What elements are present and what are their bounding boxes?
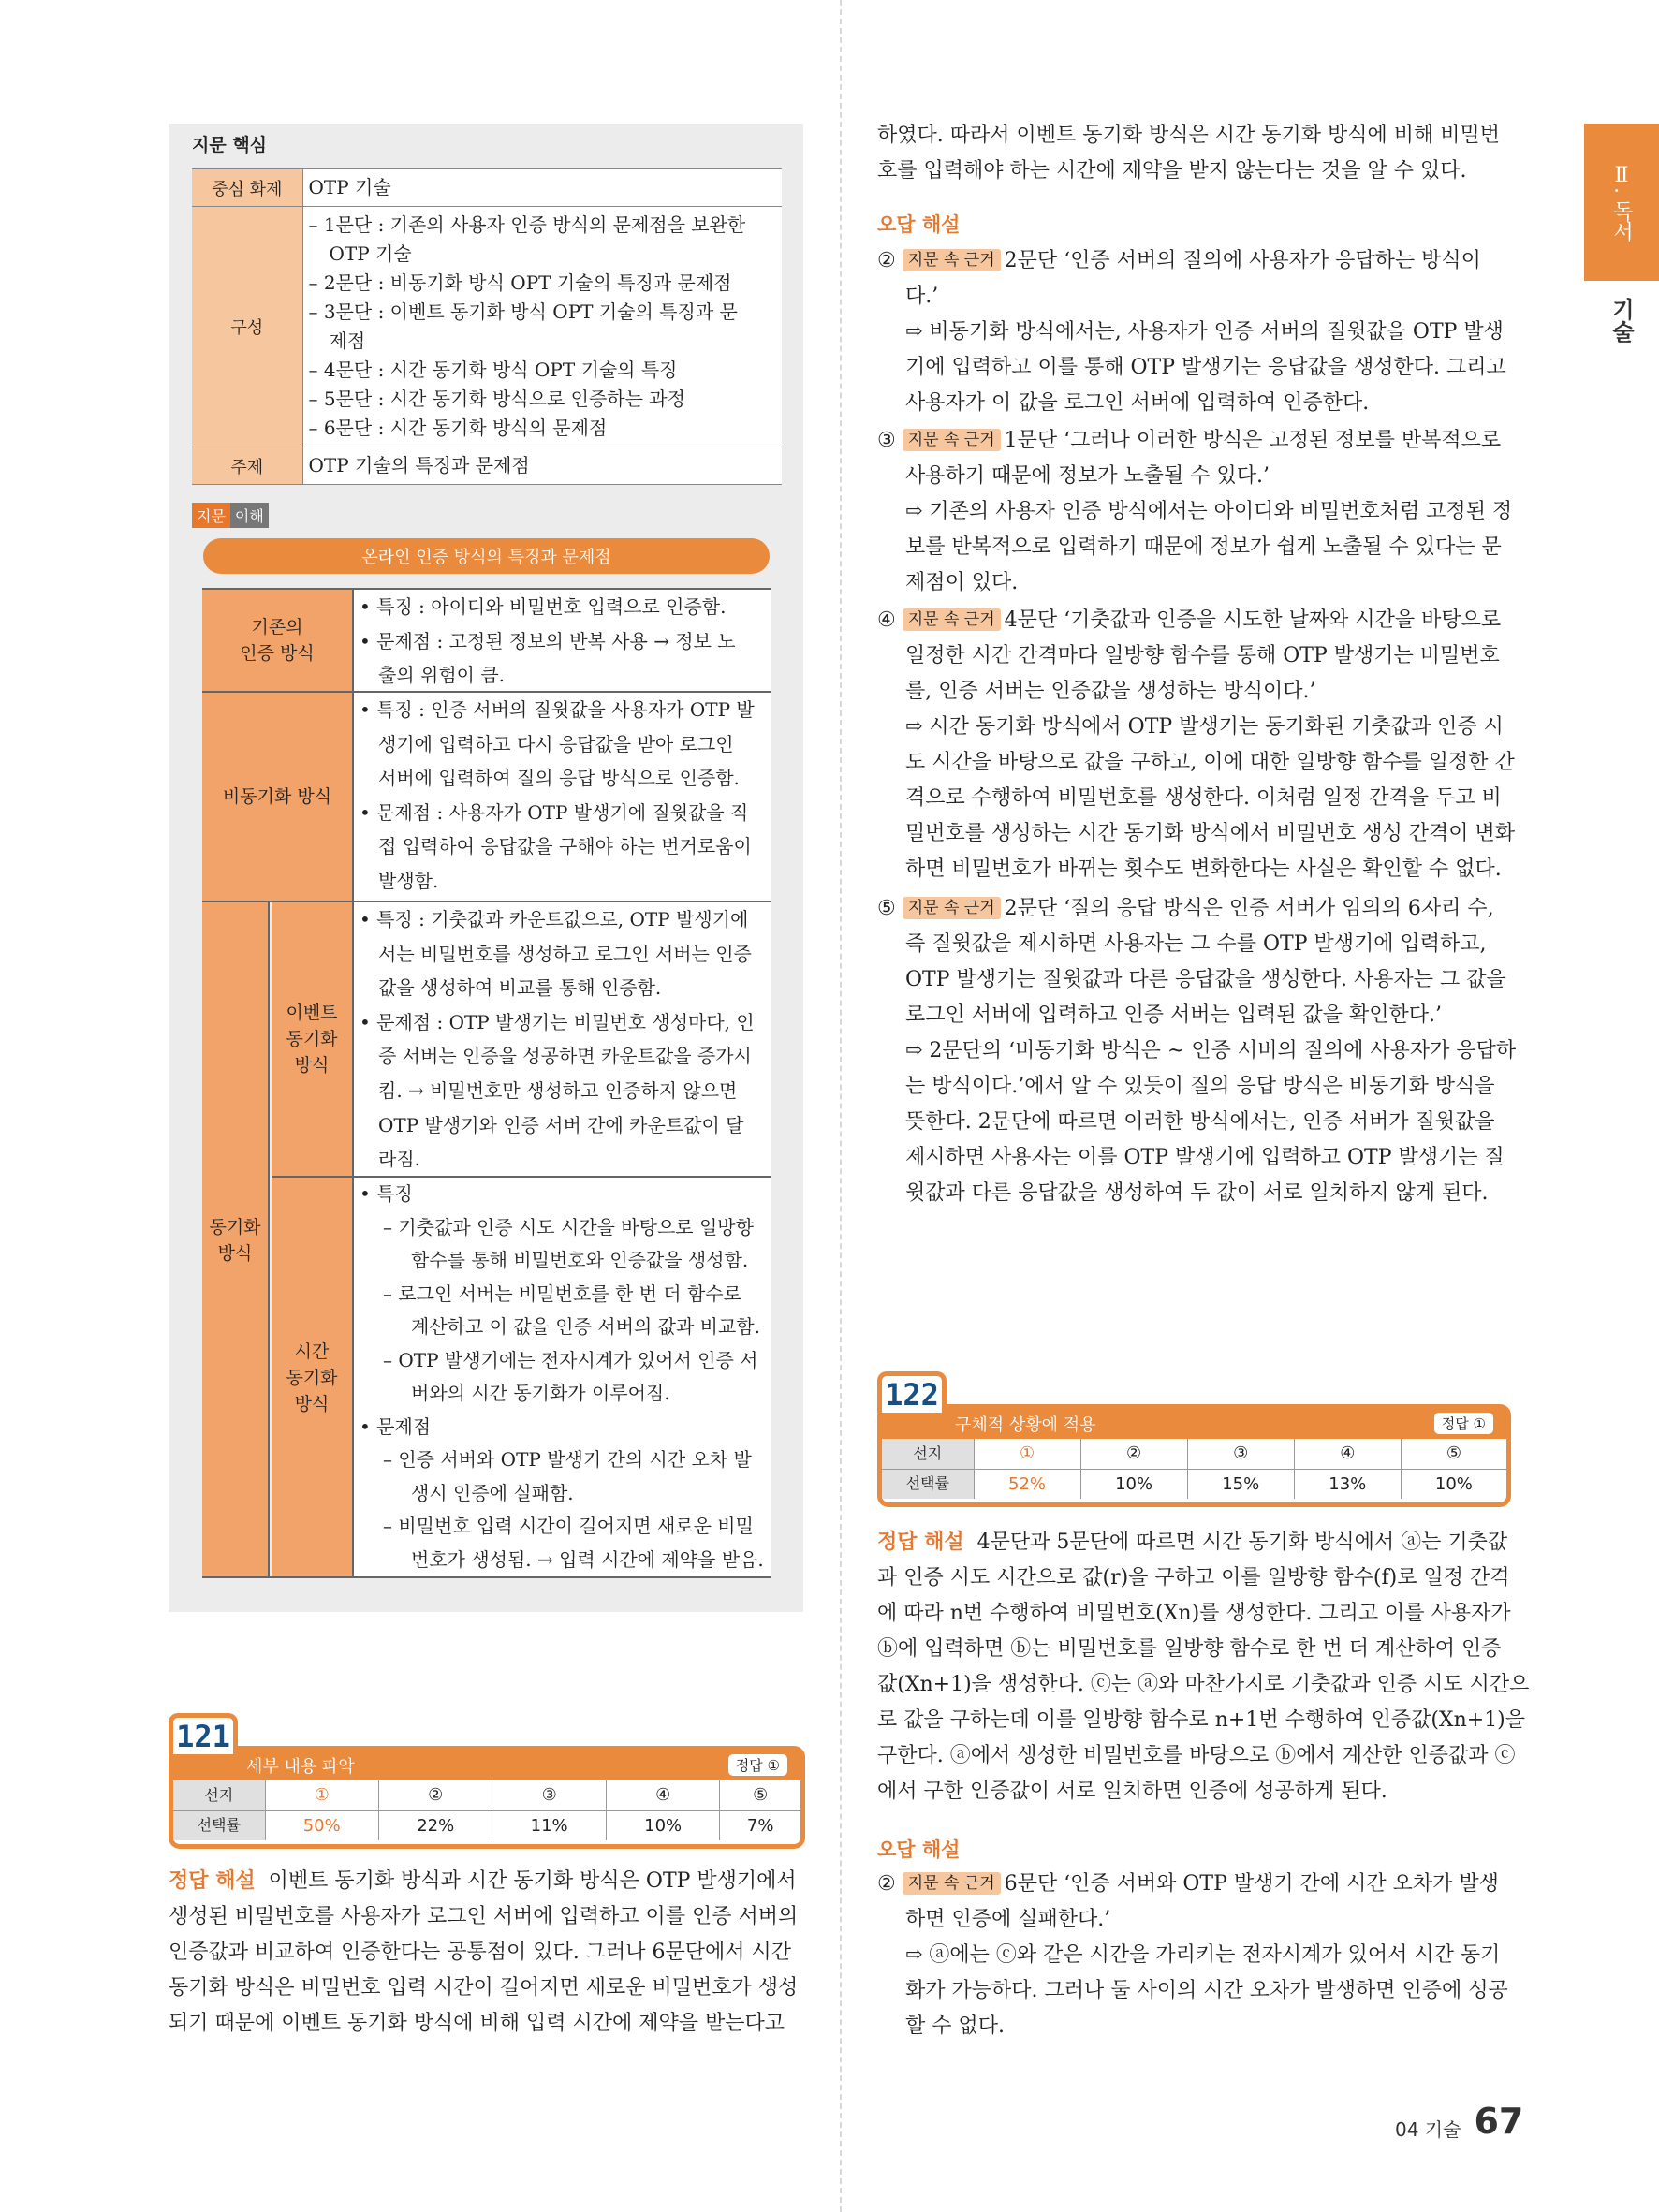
explain-line: 로 값을 구하는데 이를 일방향 함수로 n+1번 수행하여 인증값(Xn+1)을: [877, 1708, 1526, 1732]
desc-line: – 기춧값과 인증 시도 시간을 바탕으로 일방향: [383, 1215, 754, 1238]
item-line: ⇨ 기존의 사용자 인증 방식에서는 아이디와 비밀번호처럼 고정된 정: [905, 500, 1513, 523]
core-item: – 2문단 : 비동기화 방식 OPT 기술의 특징과 문제점: [308, 271, 732, 294]
desc-line: – 비밀번호 입력 시간이 길어지면 새로운 비밀: [383, 1515, 754, 1537]
wrong-item-3: [877, 423, 1514, 601]
item-line: 사용자가 이 값을 로그인 서버에 입력하여 인증한다.: [905, 391, 1370, 415]
desc-line: 계산하고 이 값을 인증 서버의 값과 비교함.: [411, 1315, 760, 1338]
text-line: 호를 입력해야 하는 시간에 제약을 받지 않는다는 것을 알 수 있다.: [877, 159, 1467, 183]
desc-existing: [352, 590, 771, 691]
core-item: – 5문단 : 시간 동기화 방식으로 인증하는 과정: [308, 388, 685, 410]
evidence-tag: 지문 속 근거: [903, 1872, 1001, 1895]
core-item: – 1문단 : 기존의 사용자 인증 방식의 문제점을 보완한: [308, 213, 746, 236]
rate-label: 선택률: [882, 1469, 974, 1499]
desc-line: 버와의 시간 동기화가 이루어짐.: [411, 1382, 670, 1404]
explain-line: 에서 구한 인증값이 서로 일치하면 인증에 성공하게 된다.: [877, 1780, 1387, 1803]
item-line: 하면 비밀번호가 바뀌는 횟수도 변화한다는 사실은 확인할 수 없다.: [905, 857, 1502, 881]
item-line: ⇨ ⓐ에는 ⓒ와 같은 시간을 가리키는 전자시계가 있어서 시간 동기: [905, 1943, 1501, 1967]
rate-table: [173, 1780, 800, 1840]
choice-cell[interactable]: ③: [1187, 1439, 1294, 1469]
choice-cell[interactable]: ④: [1294, 1439, 1401, 1469]
core-item: – 3문단 : 이벤트 동기화 방식 OPT 기술의 특징과 문: [308, 300, 738, 323]
core-key: 주제: [192, 447, 302, 485]
item-line: 제점이 있다.: [905, 571, 1019, 594]
q121-explanation: [169, 1863, 805, 2042]
item-line: 할 수 없다.: [905, 2014, 1005, 2038]
core-structure-list: [302, 207, 782, 447]
choice-cell[interactable]: ⑤: [1401, 1439, 1506, 1469]
item-line: 윗값과 다른 응답값을 생성하여 두 값이 서로 일치하지 않게 된다.: [905, 1181, 1489, 1205]
explain-line: 생성된 비밀번호를 사용자가 로그인 서버에 입력하고 이를 인증 서버의: [169, 1905, 799, 1928]
label-text: 방식: [294, 1394, 330, 1414]
rate-label: 선지: [173, 1780, 265, 1810]
label-event: [272, 902, 352, 1176]
rate-cell: 13%: [1294, 1469, 1401, 1499]
item-line: 6문단 ‘인증 서버와 OTP 발생기 간에 시간 오차가 발생: [1004, 1872, 1499, 1896]
desc-line: 발생함.: [378, 869, 439, 892]
item-line: ⇨ 비동기화 방식에서는, 사용자가 인증 서버의 질윗값을 OTP 발생: [905, 320, 1504, 344]
rate-cell: 11%: [492, 1810, 606, 1840]
choice-cell[interactable]: ⑤: [720, 1780, 800, 1810]
item-line: 2문단 ‘질의 응답 방식은 인증 서버가 임의의 6자리 수,: [1004, 897, 1494, 920]
answer-badge: 정답 ①: [1434, 1413, 1493, 1434]
evidence-tag: 지문 속 근거: [903, 429, 1001, 451]
item-line: 로그인 서버에 입력하고 인증 서버는 입력된 값을 확인한다.’: [905, 1003, 1442, 1027]
desc-time: [352, 1178, 771, 1578]
desc-line: – OTP 발생기에는 전자시계가 있어서 인증 서: [383, 1348, 758, 1371]
question-title: 구체적 상황에 적용: [955, 1415, 1096, 1435]
item-line: 4문단 ‘기춧값과 인증을 시도한 날짜와 시간을 바탕으로: [1004, 608, 1502, 632]
evidence-tag: 지문 속 근거: [903, 608, 1001, 631]
core-row-theme: [192, 447, 782, 485]
choice-cell[interactable]: ①: [265, 1780, 378, 1810]
q122-explanation: [877, 1524, 1530, 1809]
item-line: 도 시간을 바탕으로 값을 구하고, 이에 대한 일방향 함수를 일정한 간: [905, 751, 1515, 774]
desc-line: 생시 인증에 실패함.: [411, 1481, 574, 1504]
label-text: 기존의: [251, 617, 303, 637]
wrong-item-2: [877, 243, 1514, 421]
label-text: 인증 방식: [240, 643, 315, 664]
desc-line: 서는 비밀번호를 생성하고 로그인 서버는 인증: [378, 942, 752, 965]
core-value: OTP 기술의 특징과 문제점: [302, 447, 782, 485]
wrong-answer-head: 오답 해설: [877, 213, 961, 236]
desc-line: 라짐.: [378, 1148, 420, 1171]
text-line: 하였다. 따라서 이벤트 동기화 방식은 시간 동기화 방식에 비해 비밀번: [877, 124, 1500, 147]
desc-line: 킴. → 비밀번호만 생성하고 인증하지 않으면: [378, 1078, 738, 1102]
question-121-number: 121: [169, 1713, 238, 1754]
footer-section: 04 기술: [1395, 2118, 1461, 2141]
question-title: 세부 내용 파악: [246, 1757, 355, 1777]
label-text: 방식: [294, 1055, 330, 1076]
core-key: 중심 화제: [192, 169, 302, 207]
item-line: 기에 입력하고 이를 통해 OTP 발생기는 응답값을 생성한다. 그리고: [905, 356, 1506, 379]
rate-label: 선지: [882, 1439, 974, 1469]
explain-line: 4문단과 5문단에 따르면 시간 동기화 방식에서 ⓐ는 기춧값: [976, 1531, 1508, 1554]
choice-cell[interactable]: ③: [492, 1780, 606, 1810]
item-line: 화가 가능하다. 그러나 둘 사이의 시간 오차가 발생하면 인증에 성공: [905, 1979, 1508, 2002]
rate-cell: 10%: [1401, 1469, 1506, 1499]
core-item: – 6문단 : 시간 동기화 방식의 문제점: [308, 417, 608, 439]
item-line: 밀번호를 생성하는 시간 동기화 방식에서 비밀번호 생성 간격이 변화: [905, 822, 1516, 845]
item-mark: ③: [877, 429, 896, 452]
choice-cell[interactable]: ④: [606, 1780, 719, 1810]
explain-line: 에 따라 n번 수행하여 비밀번호(Xn)를 생성한다. 그리고 이를 사용자가: [877, 1602, 1511, 1625]
item-line: 제시하면 사용자는 이를 OTP 발생기에 입력하고 OTP 발생기는 질: [905, 1146, 1505, 1169]
wrong2-item-2: [877, 1867, 1514, 2044]
label-text: 이벤트: [286, 1003, 338, 1023]
desc-line: – 로그인 서버는 비밀번호를 한 번 더 함수로: [383, 1282, 741, 1305]
desc-line: 증 서버는 인증을 성공하면 카운트값을 증가시: [378, 1045, 752, 1068]
desc-line: • 문제점 : 고정된 정보의 반복 사용 → 정보 노: [360, 629, 736, 652]
explain-line: 되기 때문에 이벤트 동기화 방식에 비해 입력 시간에 제약을 받는다고: [169, 2012, 785, 2035]
rate-cell: 52%: [974, 1469, 1080, 1499]
rate-cell: 15%: [1187, 1469, 1294, 1499]
item-line: 1문단 ‘그러나 이러한 방식은 고정된 정보를 반복적으로: [1004, 429, 1502, 452]
label-async: 비동기화 방식: [202, 693, 352, 901]
label-existing: [202, 590, 352, 691]
desc-line: • 문제점 : 사용자가 OTP 발생기에 질윗값을 직: [360, 800, 749, 824]
item-line: OTP 발생기는 질윗값과 다른 응답값을 생성한다. 사용자는 그 값을: [905, 968, 1506, 991]
item-line: 사용하기 때문에 정보가 노출될 수 있다.’: [905, 464, 1270, 488]
desc-line: • 문제점: [360, 1414, 432, 1438]
answer-badge: 정답 ①: [728, 1754, 787, 1776]
rate-cell: 22%: [378, 1810, 492, 1840]
core-row-topic: [192, 169, 782, 207]
explain-head: 정답 해설: [877, 1530, 964, 1554]
desc-event: [352, 902, 771, 1176]
item-mark: ⑤: [877, 897, 896, 920]
evidence-tag: 지문 속 근거: [903, 249, 1001, 271]
item-line: 를, 인증 서버는 인증값을 생성하는 방식이다.’: [905, 680, 1316, 703]
desc-line: OTP 발생기와 인증 서버 간에 카운트값이 달: [378, 1113, 744, 1136]
row-line: [202, 1576, 771, 1578]
item-line: 는 방식이다.’에서 알 수 있듯이 질의 응답 방식은 비동기화 방식을: [905, 1075, 1495, 1098]
wrong-item-5: [877, 891, 1517, 1211]
chapter-tab-label: Ⅱ. 독서: [1609, 163, 1634, 242]
item-mark: ②: [877, 249, 896, 272]
desc-line: 출의 위험이 큼.: [378, 664, 505, 687]
item-mark: ④: [877, 608, 896, 632]
rate-cell: 50%: [265, 1810, 378, 1840]
desc-line: – 인증 서버와 OTP 발생기 간의 시간 오차 발: [383, 1448, 752, 1471]
core-item: – 4문단 : 시간 동기화 방식 OPT 기술의 특징: [308, 359, 678, 381]
item-line: 뜻한다. 2문단에 따르면 이러한 방식에서는, 인증 서버가 질윗값을: [905, 1110, 1495, 1134]
badge-part-a: 지문: [192, 503, 230, 528]
item-line: ⇨ 시간 동기화 방식에서 OTP 발생기는 동기화된 기춧값과 인증 시: [905, 715, 1504, 739]
item-mark: ②: [877, 1872, 896, 1896]
page-number: 67: [1474, 2101, 1524, 2142]
label-text: 동기화: [286, 1368, 338, 1388]
wrong-answer-head: 오답 해설: [877, 1838, 961, 1861]
explain-head: 정답 해설: [169, 1868, 256, 1893]
core-item: 제점: [329, 330, 366, 352]
question-122-number: 122: [877, 1371, 947, 1413]
rate-cell: 7%: [720, 1810, 800, 1840]
explain-line: 과 인증 시도 시간으로 값(r)을 구하고 이를 일방향 함수(f)로 일정 간격: [877, 1566, 1510, 1589]
label-text: 동기화: [286, 1029, 338, 1049]
label-sync: [202, 902, 270, 1578]
desc-line: 값을 생성하여 비교를 통해 인증함.: [378, 976, 662, 1000]
evidence-tag: 지문 속 근거: [903, 897, 1001, 919]
item-line: 격으로 수행하여 비밀번호를 생성한다. 이처럼 일정 간격을 두고 비: [905, 786, 1502, 810]
label-text: 동기화: [209, 1217, 261, 1238]
item-line: 다.’: [905, 285, 939, 308]
desc-line: • 특징 : 아이디와 비밀번호 입력으로 인증함.: [360, 595, 727, 618]
desc-line: • 특징 : 인증 서버의 질윗값을 사용자가 OTP 발: [360, 698, 755, 721]
core-title: 지문 핵심: [192, 135, 268, 155]
choice-cell[interactable]: ②: [378, 1780, 492, 1810]
item-line: 즉 질윗값을 제시하면 사용자는 그 수를 OTP 발생기에 입력하고,: [905, 932, 1487, 956]
explain-line: 구한다. ⓐ에서 생성한 비밀번호를 바탕으로 ⓑ에서 계산한 인증값과 ⓒ: [877, 1744, 1516, 1767]
choice-cell[interactable]: ②: [1080, 1439, 1187, 1469]
section-label: [1592, 298, 1652, 373]
desc-line: 생기에 입력하고 다시 응답값을 받아 로그인: [378, 732, 734, 755]
item-line: 하면 인증에 실패한다.’: [905, 1908, 1111, 1931]
desc-line: 서버에 입력하여 질의 응답 방식으로 인증함.: [378, 767, 740, 790]
core-table: [192, 168, 782, 485]
item-line: 일정한 시간 간격마다 일방향 함수를 통해 OTP 발생기는 비밀번호: [905, 644, 1500, 667]
core-row-structure: [192, 207, 782, 447]
structure-table: [202, 588, 771, 1578]
column-line: [352, 588, 354, 1578]
choice-cell[interactable]: ①: [974, 1439, 1080, 1469]
desc-line: • 문제점 : OTP 발생기는 비밀번호 생성마다, 인: [360, 1010, 755, 1033]
label-text: 방식: [217, 1243, 253, 1264]
section-badge: [192, 503, 269, 528]
item-line: 2문단 ‘인증 서버의 질의에 사용자가 응답하는 방식이: [1004, 249, 1481, 272]
desc-async: [352, 693, 771, 901]
desc-line: 접 입력하여 응답값을 구해야 하는 번거로움이: [378, 835, 752, 858]
structure-title: 온라인 인증 방식의 특징과 문제점: [203, 538, 770, 574]
core-value: OTP 기술: [302, 169, 782, 207]
label-text: 시간: [294, 1341, 330, 1362]
explain-line: 인증값과 비교하여 인증한다는 공통점이 있다. 그러나 6문단에서 시간: [169, 1941, 792, 1964]
explain-line: ⓑ에 입력하면 ⓑ는 비밀번호를 일방향 함수로 한 번 더 계산하여 인증: [877, 1637, 1502, 1661]
label-time: [272, 1178, 352, 1578]
badge-part-b: 이해: [230, 503, 269, 528]
desc-line: • 특징: [360, 1182, 413, 1205]
column-divider: [840, 0, 842, 2212]
rate-label: 선택률: [173, 1810, 265, 1840]
wrong-item-4: [877, 603, 1514, 887]
question-122-bar: [882, 1409, 1506, 1439]
item-line: 보를 반복적으로 입력하기 때문에 정보가 쉽게 노출될 수 있다는 문: [905, 535, 1502, 559]
section-label-text: 기술: [1608, 298, 1635, 343]
explain-line: 이벤트 동기화 방식과 시간 동기화 방식은 OTP 발생기에서: [268, 1869, 797, 1893]
explain-line: 값(Xn+1)을 생성한다. ⓒ는 ⓐ와 마찬가지로 기춧값과 인증 시도 시간으: [877, 1673, 1530, 1696]
continued-text: [877, 118, 1514, 189]
item-line: ⇨ 2문단의 ‘비동기화 방식은 ~ 인증 서버의 질의에 사용자가 응답하: [905, 1039, 1517, 1062]
chapter-tab[interactable]: [1584, 124, 1659, 281]
rate-table: [882, 1439, 1506, 1499]
desc-line: 함수를 통해 비밀번호와 인증값을 생성함.: [411, 1249, 749, 1271]
page-footer: [1395, 2101, 1523, 2142]
desc-line: 번호가 생성됨. → 입력 시간에 제약을 받음.: [411, 1547, 764, 1571]
question-121-bar: [173, 1751, 800, 1780]
explain-line: 동기화 방식은 비밀번호 입력 시간이 길어지면 새로운 비밀번호가 생성: [169, 1976, 799, 2000]
desc-line: • 특징 : 기춧값과 카운트값으로, OTP 발생기에: [360, 908, 749, 930]
core-item: OTP 기술: [329, 242, 412, 265]
question-121-box: [169, 1746, 805, 1849]
rate-cell: 10%: [606, 1810, 719, 1840]
question-122-box: [877, 1404, 1511, 1507]
rate-cell: 10%: [1080, 1469, 1187, 1499]
core-key: 구성: [192, 207, 302, 447]
